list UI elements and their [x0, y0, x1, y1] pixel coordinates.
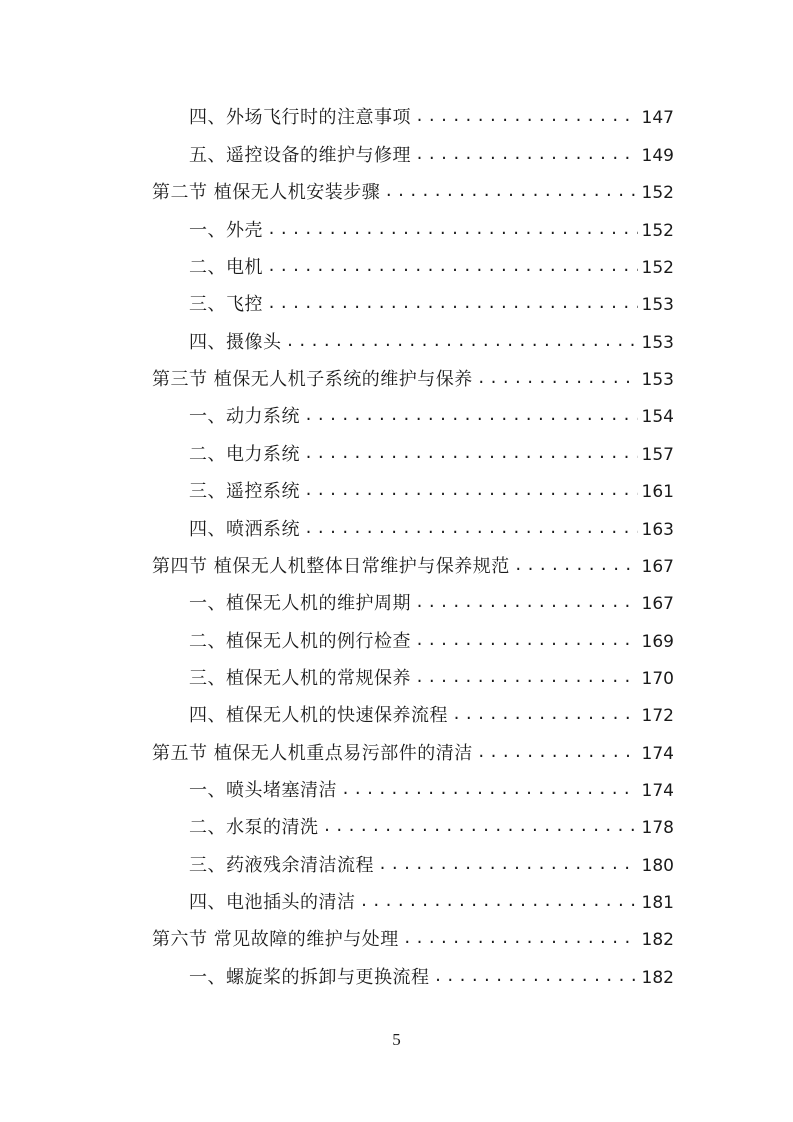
toc-entry-label: 二、水泵的清洗 [189, 817, 319, 838]
toc-section-page: 152 [641, 183, 674, 203]
toc-entry-page: 157 [641, 445, 674, 465]
toc-section-label: 第三节 植保无人机子系统的维护与保养 [152, 369, 473, 390]
toc-entry [189, 255, 674, 281]
toc-entry-page: 153 [641, 333, 674, 353]
toc-entry-label: 二、电机 [189, 257, 263, 278]
toc-dot-leader [304, 402, 638, 428]
toc-entry-page: 161 [641, 482, 674, 502]
toc-dot-leader [304, 440, 638, 466]
toc-entry-page: 174 [641, 781, 674, 801]
toc-dot-leader [477, 365, 638, 391]
toc-entry-page: 170 [641, 669, 674, 689]
toc-section-page: 167 [641, 557, 674, 577]
toc-dot-leader [304, 515, 638, 541]
toc-dot-leader [286, 328, 638, 354]
toc-entry-page: 163 [641, 520, 674, 540]
toc-entry-label: 三、药液残余清洁流程 [189, 855, 374, 876]
toc-section-label: 第五节 植保无人机重点易污部件的清洁 [152, 743, 473, 764]
toc-entry [189, 292, 674, 318]
toc-entry [189, 143, 674, 169]
toc-dot-leader [267, 216, 638, 242]
toc-entry [189, 629, 674, 655]
toc-section-page: 182 [641, 930, 674, 950]
toc-entry-label: 一、喷头堵塞清洁 [189, 780, 337, 801]
toc-section-entry [152, 554, 674, 580]
toc-dot-leader [403, 925, 638, 951]
toc-entry [189, 330, 674, 356]
toc-entry-label: 四、喷洒系统 [189, 519, 300, 540]
toc-entry-label: 四、植保无人机的快速保养流程 [189, 705, 448, 726]
toc-entry-label: 一、动力系统 [189, 406, 300, 427]
toc-dot-leader [267, 253, 638, 279]
toc-dot-leader [415, 627, 638, 653]
toc-dot-leader [452, 701, 638, 727]
toc-dot-leader [378, 851, 638, 877]
toc-entry-label: 四、电池插头的清洁 [189, 892, 356, 913]
toc-entry-page: 180 [641, 856, 674, 876]
toc-entry-page: 152 [641, 258, 674, 278]
toc-section-entry [152, 741, 674, 767]
toc-dot-leader [360, 888, 638, 914]
toc-section-page: 174 [641, 744, 674, 764]
toc-entry-page: 167 [641, 594, 674, 614]
toc-entry-label: 五、遥控设备的维护与修理 [189, 145, 411, 166]
toc-entry [189, 666, 674, 692]
toc-dot-leader [415, 141, 638, 167]
toc-entry-label: 四、外场飞行时的注意事项 [189, 107, 411, 128]
toc-entry-page: 182 [641, 968, 674, 988]
toc-dot-leader [415, 589, 638, 615]
toc-entry [189, 853, 674, 879]
toc-entry [189, 442, 674, 468]
toc-dot-leader [341, 776, 638, 802]
toc-entry-label: 三、飞控 [189, 294, 263, 315]
toc-entry-page: 152 [641, 221, 674, 241]
toc-entry [189, 479, 674, 505]
toc-entry-label: 一、植保无人机的维护周期 [189, 593, 411, 614]
toc-entry-page: 181 [641, 893, 674, 913]
toc-entry [189, 703, 674, 729]
toc-section-entry [152, 927, 674, 953]
toc-dot-leader [304, 477, 638, 503]
toc-entry-label: 三、遥控系统 [189, 481, 300, 502]
toc-entry [189, 105, 674, 131]
toc-entry-page: 172 [641, 706, 674, 726]
toc-dot-leader [323, 813, 638, 839]
toc-section-label: 第六节 常见故障的维护与处理 [152, 929, 399, 950]
toc-entry-page: 154 [641, 407, 674, 427]
toc-entry-label: 一、外壳 [189, 220, 263, 241]
toc-entry [189, 815, 674, 841]
toc-dot-leader [415, 103, 638, 129]
toc-dot-leader [514, 552, 638, 578]
toc-entry-page: 147 [641, 108, 674, 128]
toc-section-label: 第四节 植保无人机整体日常维护与保养规范 [152, 556, 510, 577]
toc-entry-label: 一、螺旋桨的拆卸与更换流程 [189, 967, 430, 988]
toc-dot-leader [434, 963, 638, 989]
toc-entry-label: 四、摄像头 [189, 332, 282, 353]
toc-entry-label: 二、电力系统 [189, 444, 300, 465]
toc-entry [189, 218, 674, 244]
toc-dot-leader [384, 178, 637, 204]
toc-section-entry [152, 180, 674, 206]
toc-dot-leader [477, 739, 638, 765]
toc-section-entry [152, 367, 674, 393]
toc-entry [189, 591, 674, 617]
toc-entry [189, 404, 674, 430]
toc-entry-page: 169 [641, 632, 674, 652]
toc-entry [189, 890, 674, 916]
toc-entry-page: 153 [641, 295, 674, 315]
toc-entry [189, 778, 674, 804]
toc-dot-leader [267, 290, 638, 316]
page-number: 5 [392, 1030, 401, 1049]
toc-dot-leader [415, 664, 638, 690]
toc-entry [189, 965, 674, 991]
toc-section-label: 第二节 植保无人机安装步骤 [152, 182, 381, 203]
toc-entry-page: 178 [641, 818, 674, 838]
toc-section-page: 153 [641, 370, 674, 390]
toc-entry-label: 三、植保无人机的常规保养 [189, 668, 411, 689]
toc-entry [189, 517, 674, 543]
toc-entry-page: 149 [641, 146, 674, 166]
toc-entry-label: 二、植保无人机的例行检查 [189, 631, 411, 652]
